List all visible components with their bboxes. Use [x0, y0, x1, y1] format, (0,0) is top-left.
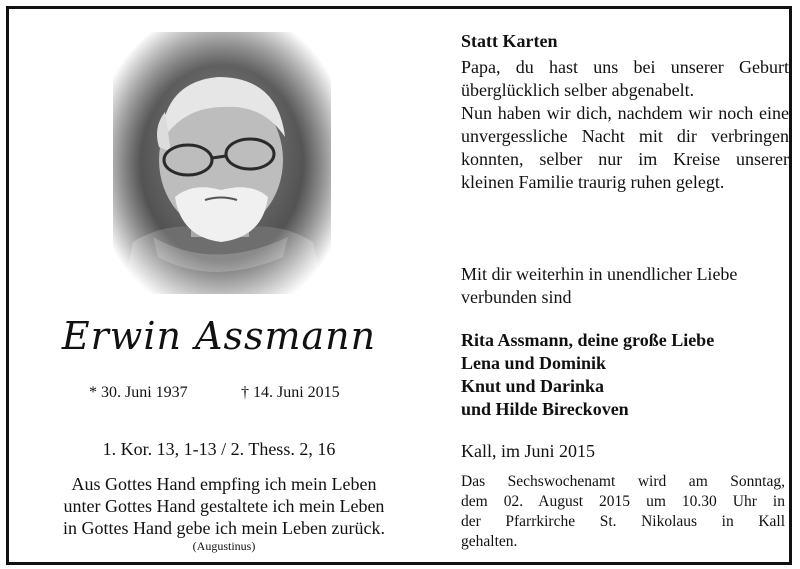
notice-line: der Pfarrkirche St. Nikolaus in Kall [461, 513, 785, 530]
family-member: Lena und Dominik [461, 353, 607, 373]
notice-line: gehalten. [461, 533, 518, 550]
message-column [461, 31, 789, 194]
poem-line: Aus Gottes Hand empfing ich mein Leben [71, 474, 377, 494]
family-list [461, 329, 791, 421]
obituary-card [6, 6, 792, 565]
family-member: Knut und Darinka [461, 376, 605, 396]
poem-line: in Gottes Hand gebe ich mein Leben zurück. [63, 518, 385, 538]
place-date: Kall, im Juni 2015 [461, 441, 595, 461]
family-member: Rita Assmann, deine große Liebe [461, 330, 715, 350]
notice-line: dem 02. August 2015 um 10.30 Uhr in [461, 493, 785, 510]
message-paragraph: Papa, du hast uns bei unserer Geburt überglücklich selber abgenabelt. Nun haben wir dich, nachdem wir noch eine unvergessliche Nacht mit dir verbringen konnten, selber nur im Kreise unserer kleinen Familie traurig ruhen gelegt. [461, 57, 789, 192]
poem-author: (Augustinus) [192, 539, 256, 553]
portrait-illustration [113, 32, 331, 294]
poem-line: unter Gottes Hand gestaltete ich mein Leben [63, 496, 385, 516]
closing-paragraph [461, 263, 789, 309]
notice-line: Das Sechswochenamt wird am Sonntag, [461, 473, 785, 490]
heading: Statt Karten [461, 31, 558, 51]
death-date: † 14. Juni 2015 [241, 384, 340, 401]
family-member: und Hilde Bireckoven [461, 399, 629, 419]
deceased-name: Erwin Assmann [61, 314, 377, 358]
closing-line: verbunden sind [461, 287, 572, 307]
portrait-photo [113, 32, 331, 294]
closing-line: Mit dir weiterhin in unendlicher Liebe [461, 264, 738, 284]
poem [29, 473, 419, 553]
birth-date: * 30. Juni 1937 [89, 384, 188, 401]
bible-verse-reference: 1. Kor. 13, 1-13 / 2. Thess. 2, 16 [102, 439, 336, 459]
service-notice [461, 472, 785, 552]
